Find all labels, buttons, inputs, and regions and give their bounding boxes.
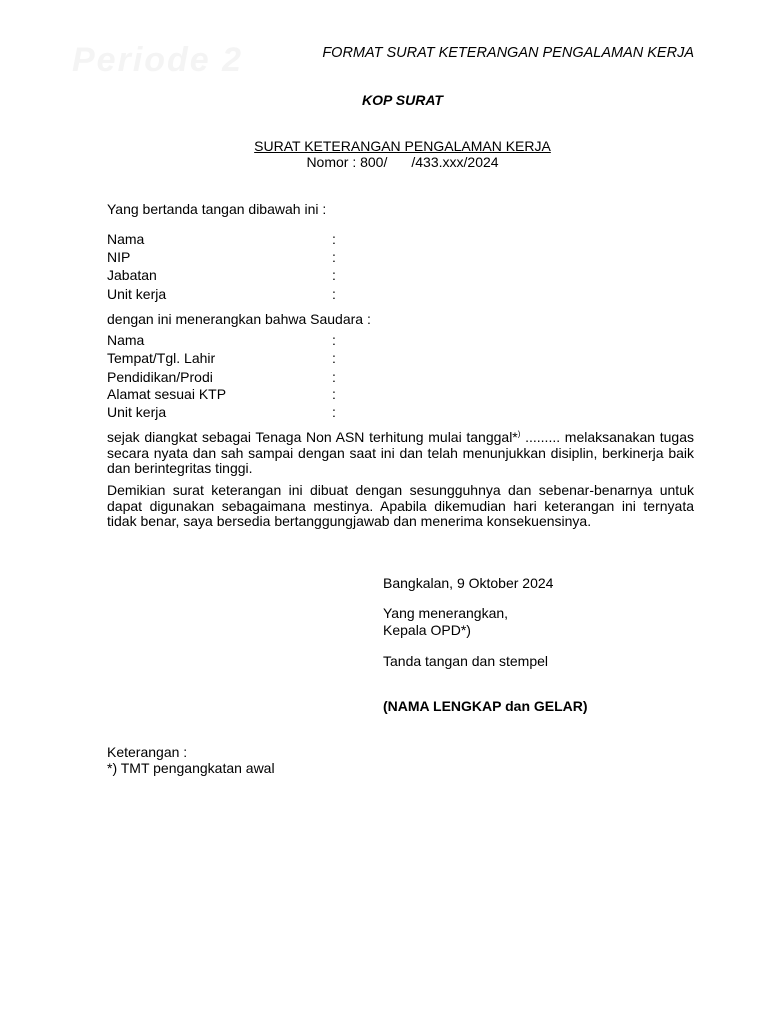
field-label: Pendidikan/Prodi <box>107 369 213 385</box>
field-label: NIP <box>107 249 131 265</box>
field-colon: : <box>332 286 336 302</box>
signer-field-unit-kerja <box>107 286 407 304</box>
subject-field-ttl <box>107 350 407 368</box>
subject-field-unit-kerja <box>107 404 407 422</box>
signature-stamp-placeholder: Tanda tangan dan stempel <box>383 653 549 669</box>
field-colon: : <box>332 231 336 247</box>
statement-text-start: sejak diangkat sebagai Tenaga Non ASN terhitung mulai tanggal* <box>107 429 518 445</box>
signer-intro: Yang bertanda tangan dibawah ini : <box>107 201 327 217</box>
footnote-marker: ) <box>517 429 521 439</box>
watermark-logo: Periode 2 <box>72 41 244 79</box>
signer-field-nip <box>107 249 407 267</box>
subject-intro: dengan ini menerangkan bahwa Saudara : <box>107 311 371 327</box>
format-header: FORMAT SURAT KETERANGAN PENGALAMAN KERJA <box>322 45 694 61</box>
field-label: Nama <box>107 332 145 348</box>
field-colon: : <box>332 249 336 265</box>
field-label: Tempat/Tgl. Lahir <box>107 350 216 366</box>
field-label: Unit kerja <box>107 404 167 420</box>
nomor-suffix: /433.xxx/2024 <box>411 154 499 170</box>
subject-field-alamat <box>107 386 407 404</box>
place-date: Bangkalan, 9 Oktober 2024 <box>383 575 554 591</box>
signer-role-line1: Yang menerangkan, <box>383 605 509 621</box>
closing-paragraph: Demikian surat keterangan ini dibuat dengan sesungguhnya dan sebenar-benarnya untuk dapat digunakan sebagaimana mestinya. Apabila dikemudian hari keterangan ini ternyata tidak benar, saya bersedia bertanggungjawab dan menerima konsekuensinya. <box>107 482 694 529</box>
signer-role-line2: Kepala OPD*) <box>383 622 471 638</box>
subject-field-nama <box>107 332 407 350</box>
field-label: Alamat sesuai KTP <box>107 386 227 402</box>
kop-surat-placeholder: KOP SURAT <box>362 92 443 108</box>
field-label: Unit kerja <box>107 286 167 302</box>
field-colon: : <box>332 267 336 283</box>
field-colon: : <box>332 332 336 348</box>
field-label: Nama <box>107 231 145 247</box>
document-title: SURAT KETERANGAN PENGALAMAN KERJA <box>254 138 551 154</box>
signer-name: (NAMA LENGKAP dan GELAR) <box>383 698 588 714</box>
subject-field-pendidikan <box>107 369 407 387</box>
statement-text-end: ......... melaksanakan tugas secara nyata dan sah sampai dengan saat ini dan telah menunjukkan disiplin, berkinerja baik dan berintegritas tinggi. <box>107 429 694 476</box>
field-colon: : <box>332 404 336 420</box>
signer-field-jabatan <box>107 267 407 285</box>
signer-field-nama <box>107 231 407 249</box>
statement-paragraph <box>107 430 694 477</box>
notes-item: *) TMT pengangkatan awal <box>107 760 275 776</box>
field-colon: : <box>332 386 336 402</box>
notes-title: Keterangan : <box>107 744 188 760</box>
nomor-prefix: Nomor : 800/ <box>306 154 388 170</box>
field-colon: : <box>332 350 336 366</box>
field-colon: : <box>332 369 336 385</box>
field-label: Jabatan <box>107 267 157 283</box>
document-number <box>0 154 768 171</box>
